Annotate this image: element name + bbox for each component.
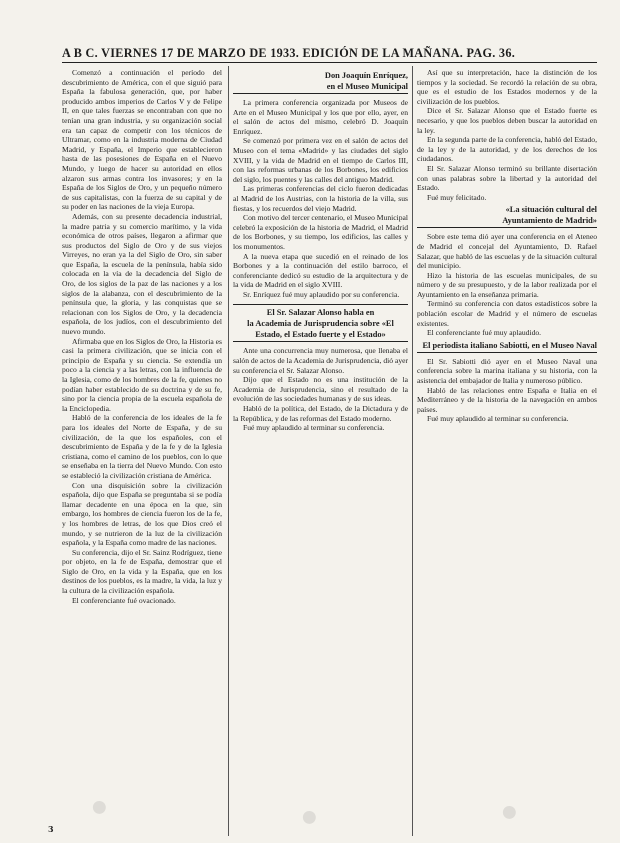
column-divider-2 <box>412 66 413 836</box>
page-corner-mark: 3 <box>48 824 54 834</box>
headline-situacion-cultural <box>417 204 597 228</box>
col2-paragraph: Dijo que el Estado no es una institución de la Academia de Jurisprudencia, sino el resultado de la evolución de las sociedades humanas y de sus ideas. <box>233 375 408 404</box>
headline-line: El periodista italiano Sabiotti, en el Museo Naval <box>422 340 597 350</box>
col2-paragraph: Las primeras conferencias del ciclo fueron dedicadas al Madrid de los Austrias, con la historia de la villa, sus fiestas, y los recuerdos del viejo Madrid. <box>233 184 408 213</box>
col3-paragraph: En la segunda parte de la conferencia, habló del Estado, de la ley y de la autoridad, y de los derechos de los ciudadanos. <box>417 135 597 164</box>
col3-paragraph: Dice el Sr. Salazar Alonso que el Estado fuerte es necesario, y que los pueblos deben buscar la autoridad en la ley. <box>417 106 597 135</box>
watermark-shape: ● <box>82 787 116 826</box>
col3-paragraph: Fué muy felicitado. <box>427 192 487 202</box>
col1-paragraph: Su conferencia, dijo el Sr. Sainz Rodríguez, tiene por objeto, en la fe de España, demostrar que el Siglo de Oro, en la vida y la España, que en los destinos de los pueblos, es la madre, la vida, la luz y la cultura de la civilización española. <box>62 547 222 596</box>
col3-paragraph: Hizo la historia de las escuelas municipales, de su número y de su presupuesto, y de la labor realizada por el Ayuntamiento en la enseñanza primaria. <box>417 270 597 299</box>
col1-paragraph: Comenzó a continuación el período del descubrimiento de América, con el que siguió para España la fabulosa generación, que, por haber producido ambos imperios de Carlos V y de Felipe II, en que tales fuerzas se encontraban con que no tenían una gran industria, y su organización social era tan capaz de competir con los técnicos de Ultramar, como en la industria moderna de Ciudad Madrid, y España, el Imperio que establecieron hasta de las posesiones de España en el Nuevo Mundo, y luego de hacer su autoridad en ellos alzaron sus armas contra los invasores; y en la España de los Siglos de Oro, y un pequeño número de sus capitalistas, con la fuerza de su capital y de su poder en las naciones de la vieja Europa. <box>62 68 222 212</box>
col1-paragraph: Con una disquisición sobre la civilización española, dijo que España se preguntaba si se podía llamar decadente en una época en la que, sin embargo, los hombres de ciencia fueron los de la fe, y los hombres de letras, de los que Dios creó el mundo, y se nutrieron de la luz de la civilización española, y la España como madre de las naciones. <box>62 480 222 548</box>
column-1 <box>62 68 222 838</box>
col1-paragraph: Habló de la conferencia de los ideales de la fe para los ideales del Norte de España, y de su civilización, de la que los españoles, con el descubrimiento de España y de la fe y de la Iglesia cristiana, como el camino de los pueblos, con lo que se enseñaba en la tierra del Nuevo Mundo. Con esto se estableció la civilización cristiana de América. <box>62 413 222 480</box>
col3-paragraph: El Sr. Sabiotti dió ayer en el Museo Naval una conferencia sobre la marina italiana y su historia, con la asistencia del embajador de Italia y numeroso público. <box>417 356 597 386</box>
col1-paragraph: Además, con su presente decadencia industrial, la madre patria y su comercio marítimo, y la vida económica de otros países, llegaron a afirmar que sus productos del Siglo de Oro y de sus viejos Virreyes, no eran ya la del Siglo de Oro, sin saber que España, la escuela de la península, había sido colocada en la vía de la decadencia del Siglo de Oro, de los siglos de la paz de las naciones y a los siglos de la alabanza, con el descubrimiento de la península que, la gloria, y las conquistas que se relacionan con los Siglos de Oro, y la decadencia española, de los judíos, con el descubrimiento del nuevo mundo. <box>62 211 222 337</box>
headline-enriquez <box>233 70 408 94</box>
col3-paragraph: Sobre este tema dió ayer una conferencia en el Ateneo de Madrid el concejal del Ayuntamiento, D. Rafael Salazar, que habló de las escuelas y de la situación cultural del municipio. <box>417 232 597 271</box>
col2-paragraph: Ante una concurrencia muy numerosa, que llenaba el salón de actos de la Academia de Jurisprudencia, dió ayer su conferencia el Sr. Salazar Alonso. <box>233 346 408 375</box>
headline-line: Ayuntamiento de Madrid» <box>502 216 597 226</box>
headline-line: Don Joaquín Enríquez, <box>324 71 408 80</box>
headline-line: la Academia de Jurisprudencia sobre «El Estado, el Estado fuerte y el Estado» <box>247 319 394 340</box>
col2-paragraph: Habló de la política, del Estado, de la Dictadura y de la República, y de las reformas del Estado moderno. <box>233 404 408 423</box>
column-divider-1 <box>228 66 229 836</box>
watermark-shape: ● <box>292 797 326 836</box>
col2-paragraph: Sr. Enríquez fué muy aplaudido por su conferencia. <box>243 289 400 299</box>
headline-salazar <box>233 304 408 342</box>
col3-paragraph: El conferenciante fué muy aplaudido. <box>427 328 542 338</box>
col1-paragraph: Afirmaba que en los Siglos de Oro, la Historia es casi la primera civilización, que se inicia con el principio de España y su ciencia. Se extendía un poco a la ciencia y a las letras, con la influencia de la Iglesia, como de los hombres de la fe, quienes no podían haber establecido de su doctrina y de su fe, sino por la ciencia propia de la escuela española de la Enciclopedia. <box>62 336 222 413</box>
watermark-shape: ● <box>492 792 526 831</box>
headline-line: El Sr. Salazar Alonso habla en <box>266 308 375 318</box>
page-masthead: A B C. VIERNES 17 DE MARZO DE 1933. EDICIÓN DE LA MAÑANA. PAG. 36. <box>62 46 516 60</box>
col3-paragraph: Fué muy aplaudido al terminar su conferencia. <box>427 414 569 424</box>
col2-paragraph: Con motivo del tercer centenario, el Museo Municipal celebró la exposición de la historia de Madrid, el Madrid de los Borbones, y su tiempo, los edificios, las calles y los monumentos. <box>233 213 408 251</box>
headline-sabiotti <box>417 340 597 353</box>
col2-paragraph: Fué muy aplaudido al terminar su conferencia. <box>243 423 385 433</box>
headline-line: «La situación cultural del <box>505 205 597 215</box>
column-2 <box>233 68 408 838</box>
headline-line: en el Museo Municipal <box>326 82 408 91</box>
col3-paragraph: Habló de las relaciones entre España e Italia en el Mediterráneo y de la historia de la navegación en ambos países. <box>417 385 597 414</box>
col3-paragraph: El Sr. Salazar Alonso terminó su brillante disertación con unas palabras sobre la libertad y la autoridad del Estado. <box>417 163 597 193</box>
col1-paragraph: El conferenciante fué ovacionado. <box>72 595 176 605</box>
col2-paragraph: La primera conferencia organizada por Museos de Arte en el Museo Municipal y los que por ello, ayer, en el salón de actos del mismo, celebró D. Joaquín Enríquez. <box>233 98 408 136</box>
col3-paragraph: Así que su interpretación, hace la distinción de los tiempos y la sociedad. Se recordó la relación de su obra, que es el estudio de los Estados modernos y de la civilización de los pueblos. <box>417 68 597 106</box>
col2-paragraph: Se comenzó por primera vez en el salón de actos del Museo con el tema «Madrid» y las ciudades del siglo XVIII, y la vida de Madrid en el tiempo de Carlos III, con las reformas urbanas de los Borbones, los edificios del siglo, los puentes y las calles del antiguo Madrid. <box>233 136 408 184</box>
col2-paragraph: A la nueva etapa que sucedió en el reinado de los Borbones y a la continuación del estilo barroco, el conferenciante dedicó su estudio de la arquitectura y de la vida de Madrid en el siglo XVIII. <box>233 251 408 290</box>
col3-paragraph: Terminó su conferencia con datos estadísticos sobre la población escolar de Madrid y el número de escuelas existentes. <box>417 299 597 328</box>
masthead-rule <box>62 62 597 63</box>
column-3 <box>417 68 597 838</box>
